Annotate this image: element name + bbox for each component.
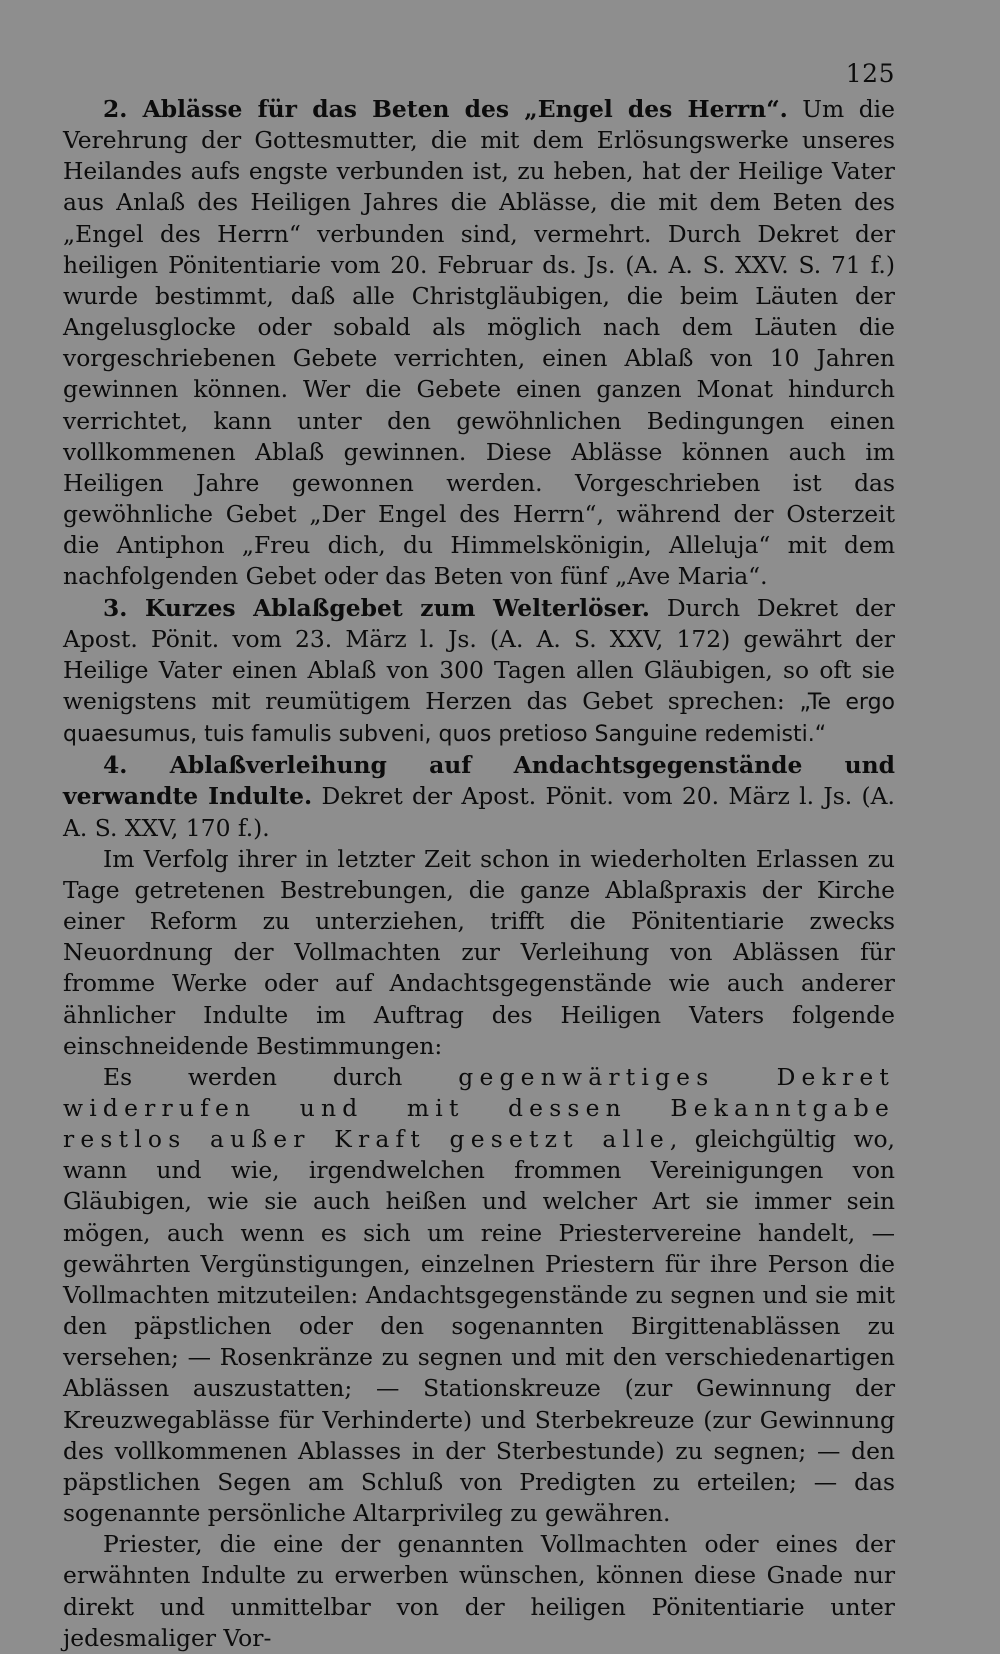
section-3-paragraph (63, 593, 895, 751)
section-2-paragraph (63, 94, 895, 593)
section-2-heading: 2. Ablässe für das Beten des „Engel des Herrn“. (103, 95, 788, 123)
book-page (63, 58, 896, 1652)
es-werden-start: Es werden durch (103, 1062, 459, 1091)
latin-prayer: „Te ergo quaesumus, tuis famulis subveni, quos pretioso Sanguine redemisti.“ (63, 689, 895, 748)
paragraph-priester: Priester, die eine der genannten Vollmachten oder eines der erwähnten Indulte zu erwerben wünschen, können diese Gnade nur direkt und unmittelbar von der heiligen Pönitentiarie unter jedesmaliger Vor- (63, 1530, 895, 1652)
page-number: 125 (845, 59, 895, 88)
es-werden-spaced: gegenwärtiges Dekret widerrufen und mit dessen Bekanntgabe restlos außer Kraft gesetzt alle (63, 1062, 895, 1154)
section-2-body: Um die Verehrung der Gottesmutter, die mit dem Erlösungswerke unseres Heilandes aufs engste verbunden ist, zu heben, hat der Heilige Vater aus Anlaß des Heiligen Jahres die Ablässe, die mit dem Beten des „Engel des Herrn“ verbunden sind, vermehrt. Durch Dekret der heiligen Pönitentiarie vom 20. Februar ds. Js. (A. A. S. XXV. S. 71 f.) wurde bestimmt, daß alle Christgläubigen, die beim Läuten der Angelusglocke oder sobald als möglich nach dem Läuten die vorgeschriebenen Gebete verrichten, einen Ablaß von 10 Jahren gewinnen können. Wer die Gebete einen ganzen Monat hindurch verrichtet, kann unter den gewöhnlichen Bedingungen einen vollkommenen Ablaß gewinnen. Diese Ablässe können auch im Heiligen Jahre gewonnen werden. Vorgeschrieben ist das gewöhnliche Gebet „Der Engel des Herrn“, während der Osterzeit die Antiphon „Freu dich, du Himmelskönigin, Alleluja“ mit dem nachfolgenden Gebet oder das Beten von fünf „Ave Maria“. (63, 95, 896, 591)
section-4-paragraph (63, 750, 895, 843)
es-werden-rest: , gleichgültig wo, wann und wie, irgendwelchen frommen Vereinigungen von Gläubigen, wie sie auch heißen und welcher Art sie immer sein mögen, auch wenn es sich um reine Priestervereine handelt, — gewährten Vergünstigungen, einzelnen Priestern für ihre Person die Vollmachten mitzuteilen: Andachtsgegenstände zu segnen und sie mit den päpstlichen oder den sogenannten Birgittenablässen zu versehen; — Rosenkränze zu segnen und mit den verschiedenartigen Ablässen auszustatten; — Stationskreuze (zur Gewinnung der Kreuzwegablässe für Verhinderte) und Sterbekreuze (zur Gewinnung des vollkommenen Ablasses in der Sterbestunde) zu segnen; — den päpstlichen Segen am Schluß von Predigten zu erteilen; — das sogenannte persönliche Altarprivileg zu gewähren. (63, 1125, 895, 1528)
section-4-heading: 4. Ablaßverleihung auf Andachtsgegenstände und verwandte Indulte. (63, 751, 895, 811)
paragraph-es-werden (63, 1062, 895, 1529)
section-4-body: Dekret der Apost. Pönit. vom 20. März l. Js. (A. A. S. XXV, 170 f.). (63, 782, 895, 842)
section-3-heading: 3. Kurzes Ablaßgebet zum Welterlöser. (103, 593, 650, 622)
section-3-body: Durch Dekret der Apost. Pönit. vom 23. März l. Js. (A. A. S. XXV, 172) gewährt der Heilige Vater einen Ablaß von 300 Tagen allen Gläubigen, so oft sie wenigstens mit reumütigem Herzen das Gebet sprechen: (63, 593, 895, 715)
paragraph-im-verfolg: Im Verfolg ihrer in letzter Zeit schon in wiederholten Erlassen zu Tage getretenen Bestrebungen, die ganze Ablaßpraxis der Kirche einer Reform zu unterziehen, trifft die Pönitentiarie zwecks Neuordnung der Vollmachten zur Verleihung von Ablässen für fromme Werke oder auf Andachtsgegenstände wie auch anderer ähnlicher Indulte im Auftrag des Heiligen Vaters folgende einschneidende Bestimmungen: (63, 844, 895, 1060)
